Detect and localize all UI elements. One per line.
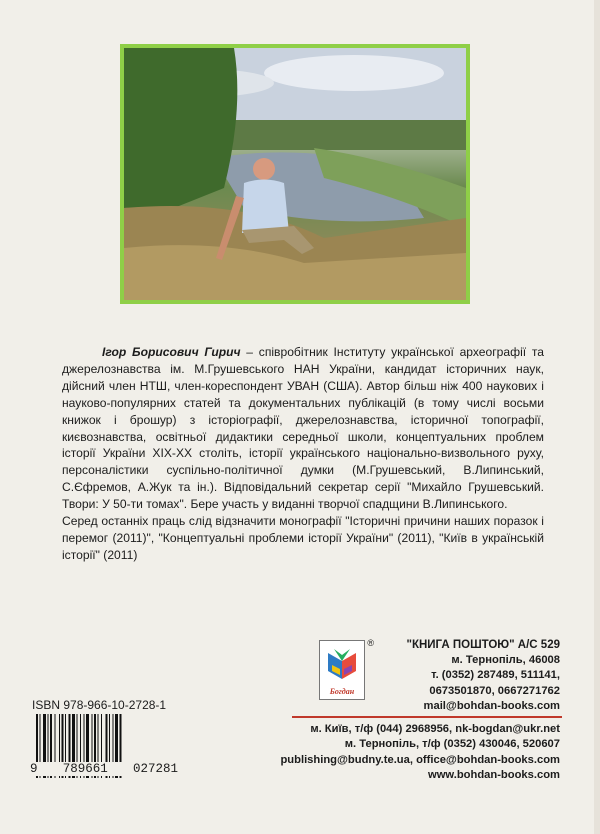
author-photo xyxy=(124,48,466,300)
barcode-numbers xyxy=(30,762,178,776)
barcode-group-2: 027281 xyxy=(132,762,178,776)
author-photo-frame xyxy=(120,44,470,304)
publisher-title: "КНИГА ПОШТОЮ" А/С 529 xyxy=(406,639,560,651)
publisher-phones-1: т. (0352) 287489, 511141, xyxy=(431,669,560,682)
author-name: Ігор Борисович Гирич xyxy=(102,345,241,359)
bio-paragraph-1 xyxy=(62,344,544,513)
publisher-phones-2: 0673501870, 0667271762 xyxy=(429,684,560,697)
contacts-block xyxy=(230,722,560,784)
logo-word: Богдан xyxy=(329,687,355,696)
registered-mark: ® xyxy=(367,638,374,648)
landscape-illustration xyxy=(124,48,466,300)
publisher-city: м. Тернопіль, 46008 xyxy=(451,654,560,667)
publisher-address-block xyxy=(240,638,560,714)
author-biography xyxy=(62,344,544,564)
red-divider xyxy=(292,716,562,718)
isbn-label: ISBN 978-966-10-2728-1 xyxy=(32,698,167,712)
barcode-group-1: 789661 xyxy=(62,762,108,776)
bio-paragraph-2: Серед останніх праць слід відзначити монографії "Історичні причини наших поразок і перемог (2011)", "Концептуальні проблеми історії України" (2011), "Київ в українській історії" (2011) xyxy=(62,514,544,562)
contact-website: www.bohdan-books.com xyxy=(428,769,560,782)
contact-kyiv: м. Київ, т/ф (044) 2968956, nk-bogdan@ukr.net xyxy=(310,723,560,735)
contact-ternopil: м. Тернопіль, т/ф (0352) 430046, 520607 xyxy=(344,738,560,751)
cover-edge xyxy=(594,0,600,834)
bio-text-1: – співробітник Інституту української археографії та джерелознавства ім. М.Грушевського НАН України, кандидат історичних наук, дійсний член НТШ, член-кореспондент УВАН (США). Автор більш ніж 400 наукових і науково-популярних статей та документальних публікацій (в тому числі восьми книжок і брошур) з історіографії, джерелознавства, історичної топографії, києвознавства, освітньої дидактики середньої школи, концептуальних проблем історії України XIX-XX століть, історії українського національно-визвольного руху, персоналістики суспільно-політичної думки (М.Грушевський, В.Липинський, С.Єфремов, А.Жук та ін.). Відповідальний секретар серії "Михайло Грушевський. Твори: У 50-ти томах". Бере участь у виданні творчої спадщини В.Липинського. xyxy=(62,345,544,512)
publisher-email: mail@bohdan-books.com xyxy=(423,699,560,712)
contact-emails: publishing@budny.te.ua, office@bohdan-books.com xyxy=(280,753,560,766)
barcode-digit-first: 9 xyxy=(30,762,38,776)
